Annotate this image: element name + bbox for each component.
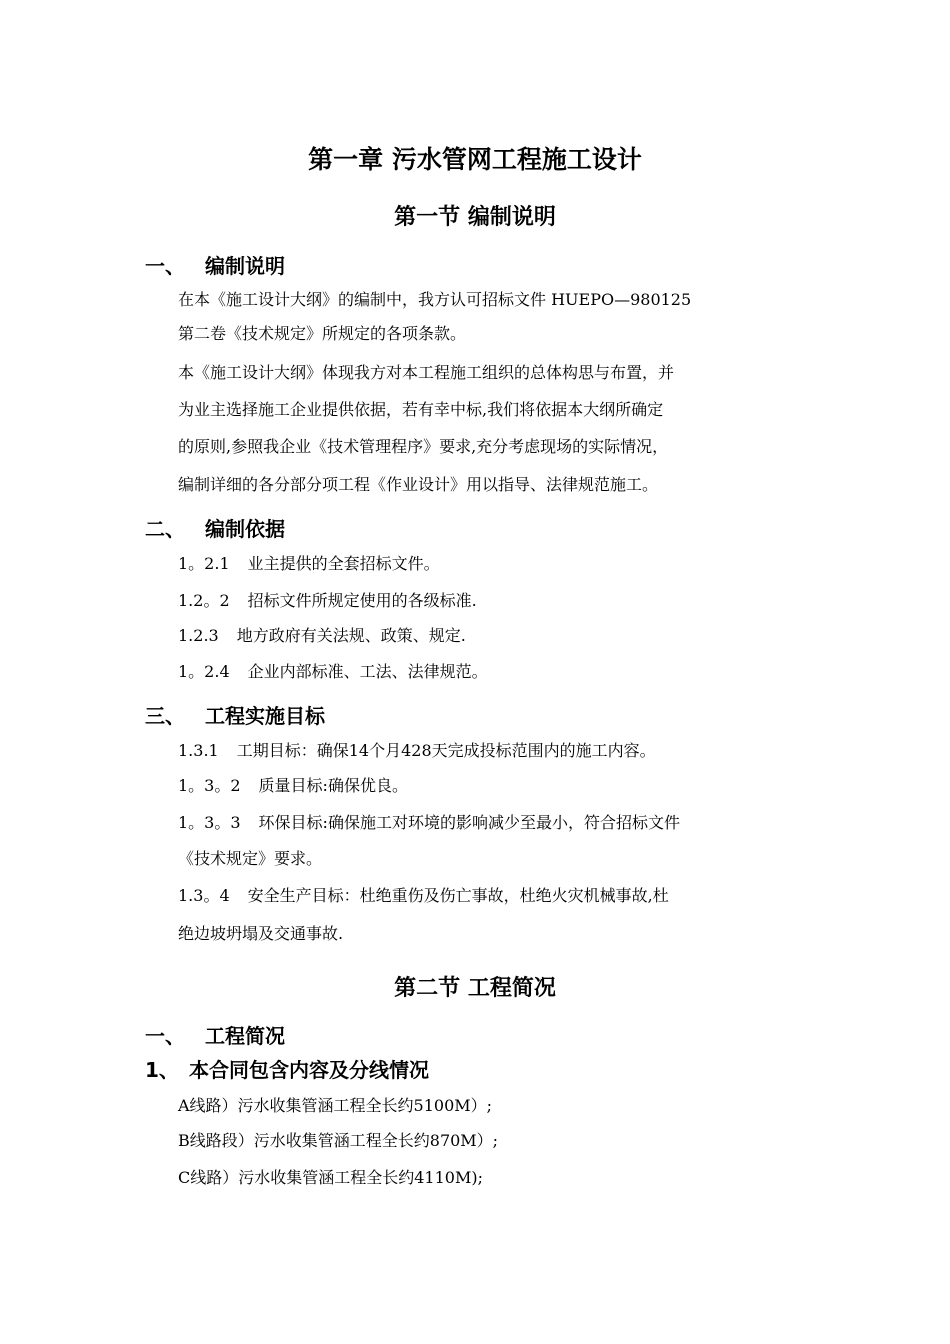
list-item bbox=[178, 660, 778, 684]
item-text: 业主提供的全套招标文件。 bbox=[247, 554, 440, 573]
paragraph-line: B线路段）污水收集管涵工程全长约870M）; bbox=[178, 1131, 499, 1150]
item-number: 1。3。3 bbox=[178, 813, 241, 832]
list-item bbox=[178, 589, 778, 613]
item-text: 绝边坡坍塌及交通事故. bbox=[178, 924, 344, 943]
list-item bbox=[178, 774, 778, 798]
item-number: 1.2.3 bbox=[178, 626, 219, 645]
item-number: 1。2.1 bbox=[178, 554, 230, 573]
paragraph-line: 在本《施工设计大纲》的编制中，我方认可招标文件 HUEPO—980125 bbox=[178, 290, 692, 309]
heading-label: 编制依据 bbox=[205, 517, 285, 541]
paragraph-line: 编制详细的各分部分项工程《作业设计》用以指导、法律规范施工。 bbox=[178, 475, 659, 494]
list-item bbox=[178, 811, 778, 835]
heading-number: 三、 bbox=[145, 704, 185, 728]
heading-label: 本合同包含内容及分线情况 bbox=[189, 1058, 429, 1082]
heading-number: 一、 bbox=[145, 1024, 185, 1048]
item-number: 1。2.4 bbox=[178, 662, 230, 681]
item-text: 工期目标：确保14个月428天完成投标范围内的施工内容。 bbox=[236, 741, 656, 760]
list-item bbox=[178, 884, 778, 908]
section-title-1: 第一节 编制说明 bbox=[394, 205, 556, 230]
item-number: 1。3。2 bbox=[178, 776, 241, 795]
list-item bbox=[178, 739, 778, 763]
heading-1-c bbox=[145, 701, 845, 731]
item-text: 地方政府有关法规、政策、规定. bbox=[236, 626, 466, 645]
item-text: 企业内部标准、工法、法律规范。 bbox=[247, 662, 488, 681]
subheading-2-1 bbox=[145, 1055, 845, 1085]
heading-2-a bbox=[145, 1021, 845, 1051]
heading-number: 1、 bbox=[145, 1058, 179, 1082]
section-title-2: 第二节 工程简况 bbox=[394, 976, 556, 1001]
heading-label: 工程简况 bbox=[205, 1024, 285, 1048]
heading-number: 二、 bbox=[145, 517, 185, 541]
item-text: 环保目标:确保施工对环境的影响减少至最小，符合招标文件 bbox=[258, 813, 680, 832]
list-item-continuation bbox=[178, 922, 778, 946]
item-text: 安全生产目标：杜绝重伤及伤亡事故，杜绝火灾机械事故,杜 bbox=[247, 886, 669, 905]
heading-number: 一、 bbox=[145, 254, 185, 278]
paragraph-line: 的原则,参照我企业《技术管理程序》要求,充分考虑现场的实际情况， bbox=[178, 437, 669, 456]
paragraph-line: 本《施工设计大纲》体现我方对本工程施工组织的总体构思与布置，并 bbox=[178, 363, 675, 382]
item-number: 1.3。4 bbox=[178, 886, 230, 905]
heading-1-a bbox=[145, 251, 845, 281]
heading-1-b bbox=[145, 514, 845, 544]
item-number: 1.2。2 bbox=[178, 591, 230, 610]
heading-label: 工程实施目标 bbox=[205, 704, 325, 728]
item-text: 质量目标:确保优良。 bbox=[258, 776, 408, 795]
chapter-title: 第一章 污水管网工程施工设计 bbox=[308, 145, 642, 174]
paragraph-line: 为业主选择施工企业提供依据，若有幸中标,我们将依据本大纲所确定 bbox=[178, 400, 664, 419]
heading-label: 编制说明 bbox=[205, 254, 285, 278]
paragraph-line: 第二卷《技术规定》所规定的各项条款。 bbox=[178, 324, 467, 343]
item-text: 《技术规定》要求。 bbox=[178, 849, 323, 868]
item-number: 1.3.1 bbox=[178, 741, 219, 760]
paragraph-line: C线路）污水收集管涵工程全长约4110M); bbox=[178, 1168, 483, 1187]
paragraph-line: A线路）污水收集管涵工程全长约5100M）; bbox=[178, 1096, 493, 1115]
list-item bbox=[178, 624, 778, 648]
list-item-continuation bbox=[178, 847, 778, 871]
list-item bbox=[178, 552, 778, 576]
item-text: 招标文件所规定使用的各级标准. bbox=[247, 591, 477, 610]
